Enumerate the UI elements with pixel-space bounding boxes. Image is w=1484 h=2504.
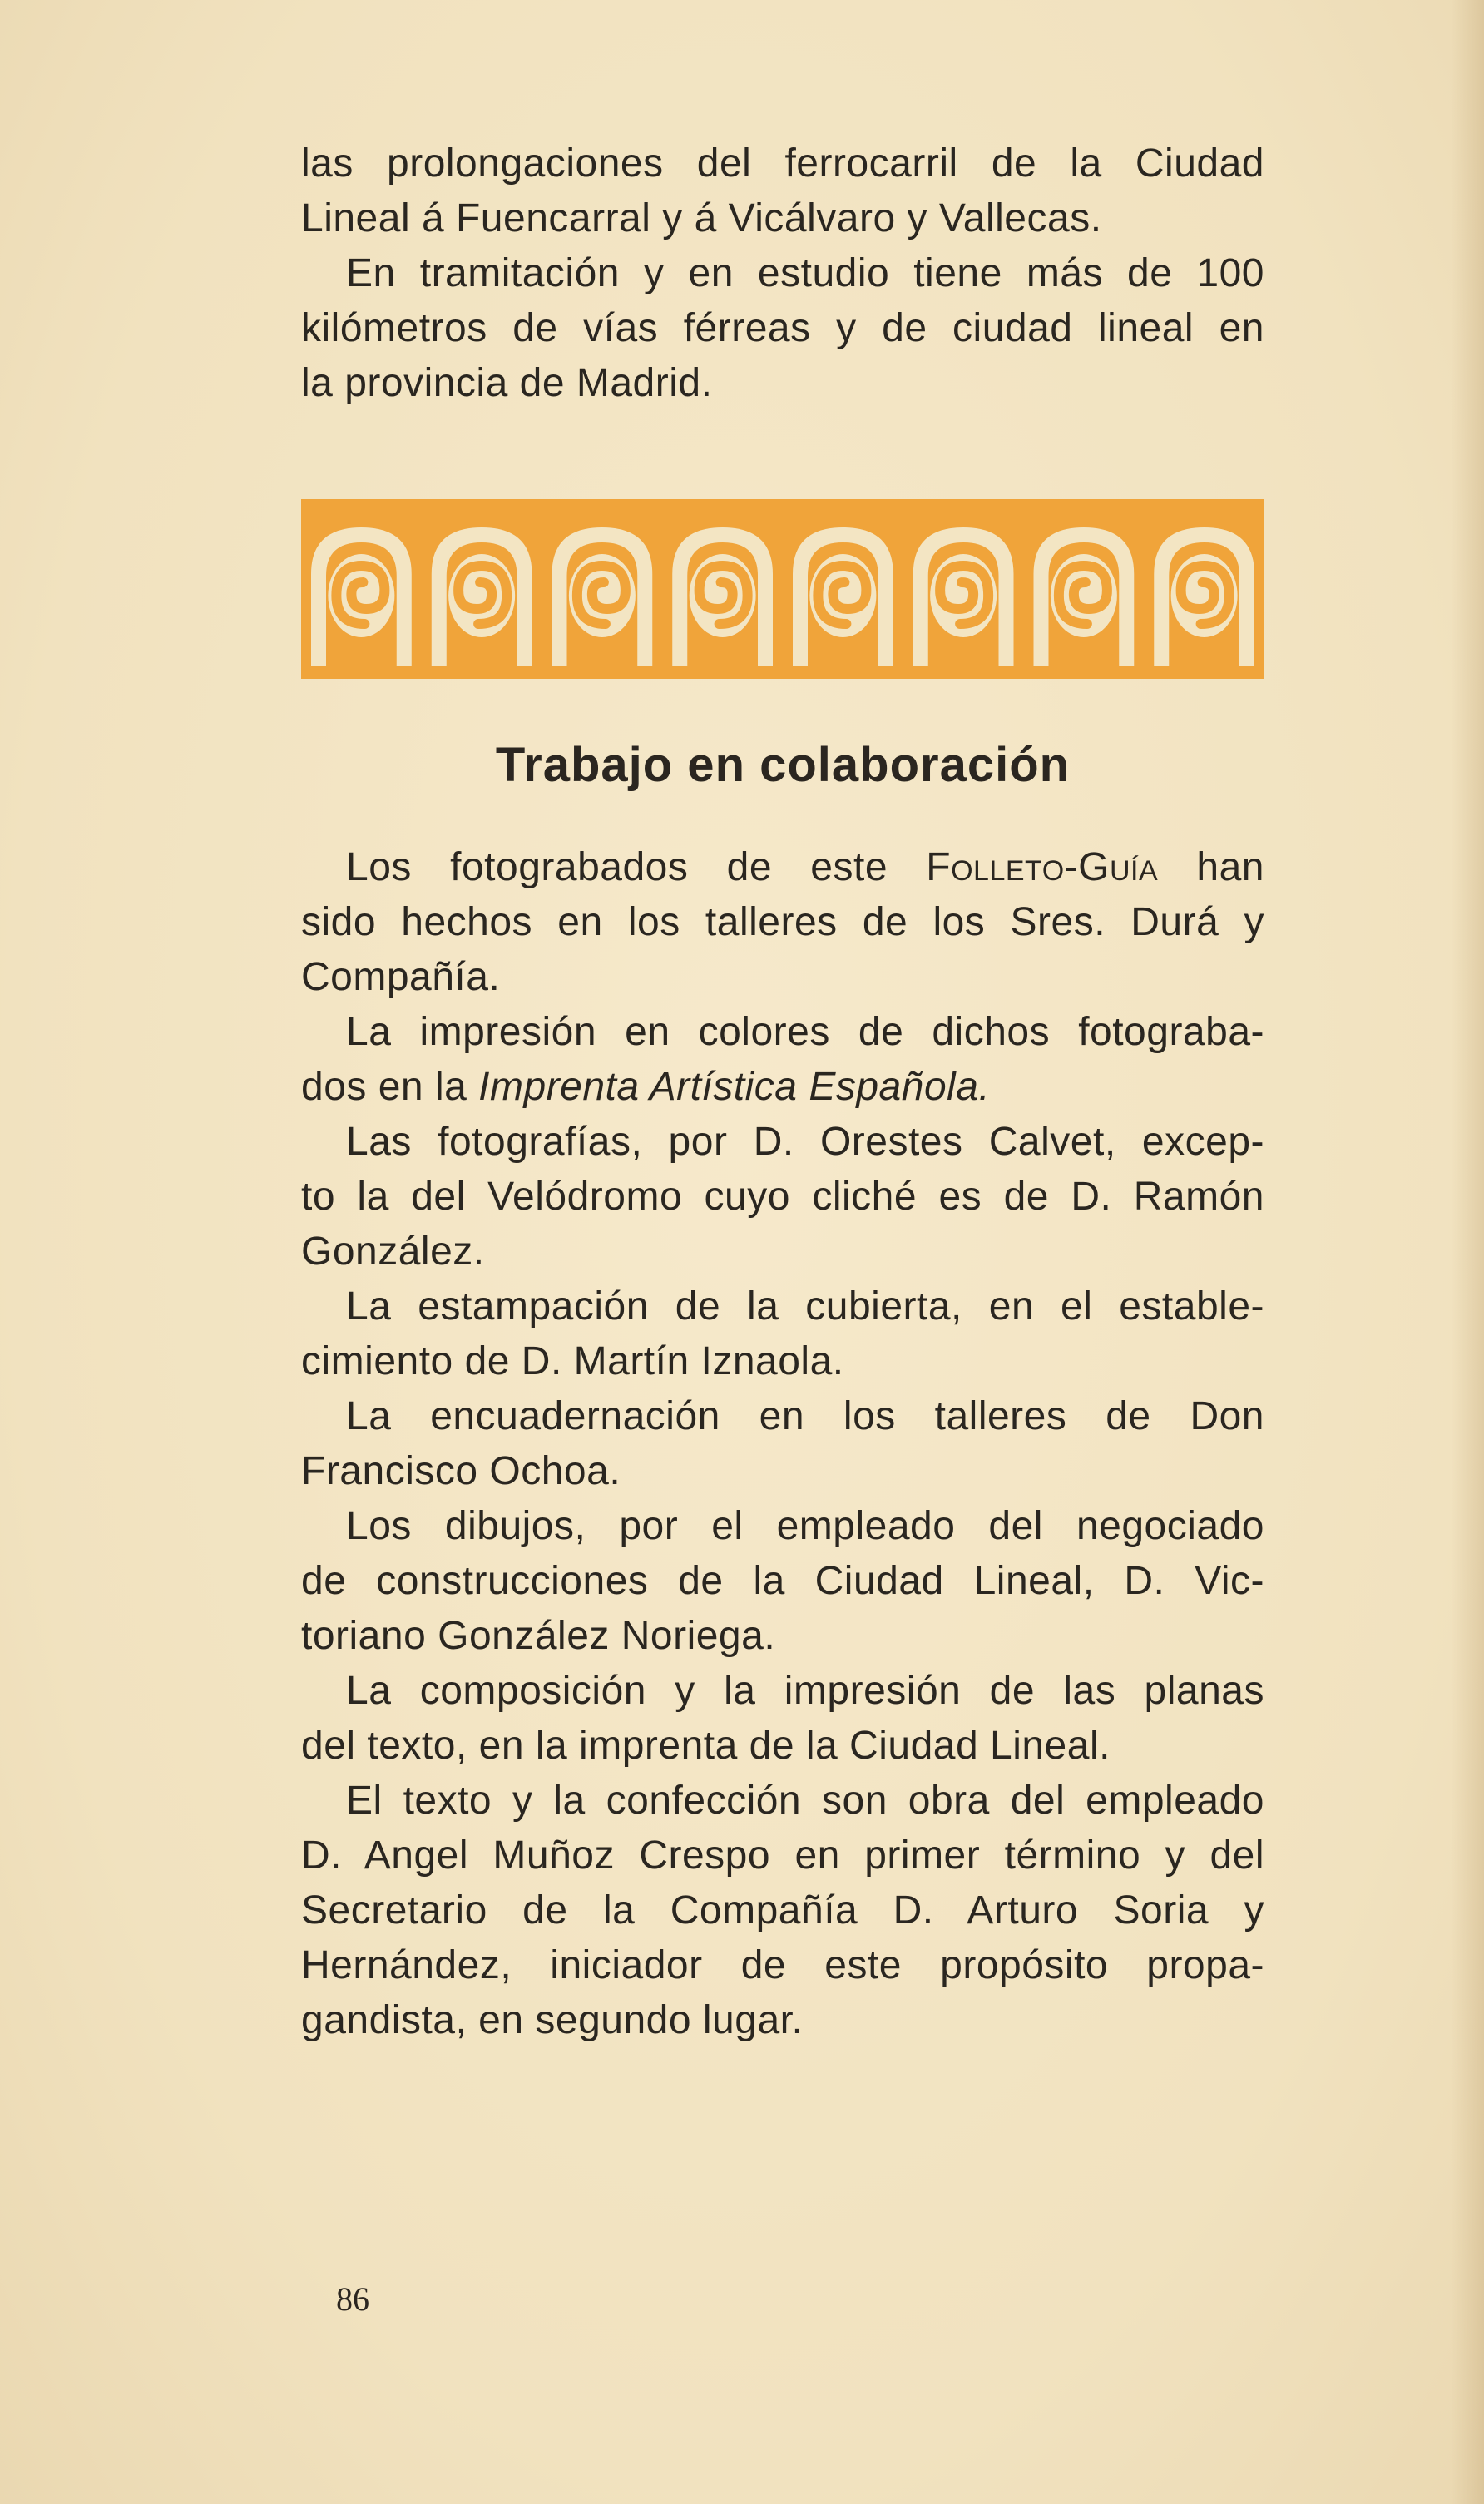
text-line: del texto, en la imprenta de la Ciudad Lineal.: [301, 1724, 1111, 1768]
small-caps-title: Folleto-Guía: [926, 845, 1159, 889]
text-line: to la del Velódromo cuyo cliché es de D. Ramón: [301, 1175, 1264, 1219]
text-line: Los dibujos, por el empleado del negociado: [346, 1504, 1264, 1548]
text-line: D. Angel Muñoz Crespo en primer término y del: [301, 1833, 1264, 1878]
text-line: El texto y la confección son obra del empleado: [346, 1779, 1264, 1823]
text-line: gandista, en segundo lugar.: [301, 1998, 804, 2042]
text-line: las prolongaciones del ferrocarril de la Ciudad: [301, 141, 1264, 186]
text-line: Compañía.: [301, 955, 501, 999]
page-edge-shadow: [1451, 0, 1484, 2504]
page-number: 86: [336, 2280, 369, 2318]
spiral-ornament: [301, 499, 1264, 679]
text-line: de construcciones de la Ciudad Lineal, D. Vic-: [301, 1559, 1264, 1603]
text-line: La impresión en colores de dichos fotograba-: [346, 1010, 1264, 1054]
text-line: La encuadernación en los talleres de Don: [346, 1394, 1264, 1438]
text-line: toriano González Noriega.: [301, 1614, 776, 1658]
text-line: cimiento de D. Martín Iznaola.: [301, 1339, 844, 1383]
text-line: Las fotografías, por D. Orestes Calvet, excep-: [346, 1120, 1264, 1164]
body-paragraphs: [301, 840, 1264, 2048]
text-line: dos en la Imprenta Artística Española.: [301, 1065, 991, 1109]
text-line: kilómetros de vías férreas y de ciudad lineal en: [301, 306, 1264, 350]
text-line: En tramitación y en estudio tiene más de 100: [346, 251, 1264, 295]
italic-name: Imprenta Artística Española.: [478, 1065, 991, 1109]
text-line: la provincia de Madrid.: [301, 361, 713, 405]
text-line: sido hechos en los talleres de los Sres. Durá y: [301, 900, 1264, 944]
text-line: Francisco Ochoa.: [301, 1449, 621, 1493]
text-line: La estampación de la cubierta, en el estable-: [346, 1284, 1264, 1329]
section-title: Trabajo en colaboración: [495, 738, 1071, 792]
top-paragraphs: [301, 136, 1264, 411]
text-line: Lineal á Fuencarral y á Vicálvaro y Vallecas.: [301, 196, 1102, 240]
text-line: González.: [301, 1230, 485, 1274]
text-line: La composición y la impresión de las planas: [346, 1669, 1264, 1713]
text-line: Los fotograbados de este Folleto-Guía han: [346, 845, 1265, 889]
text-line: Hernández, iniciador de este propósito propa-: [301, 1943, 1264, 1987]
text-line: Secretario de la Compañía D. Arturo Soria y: [301, 1888, 1264, 1932]
